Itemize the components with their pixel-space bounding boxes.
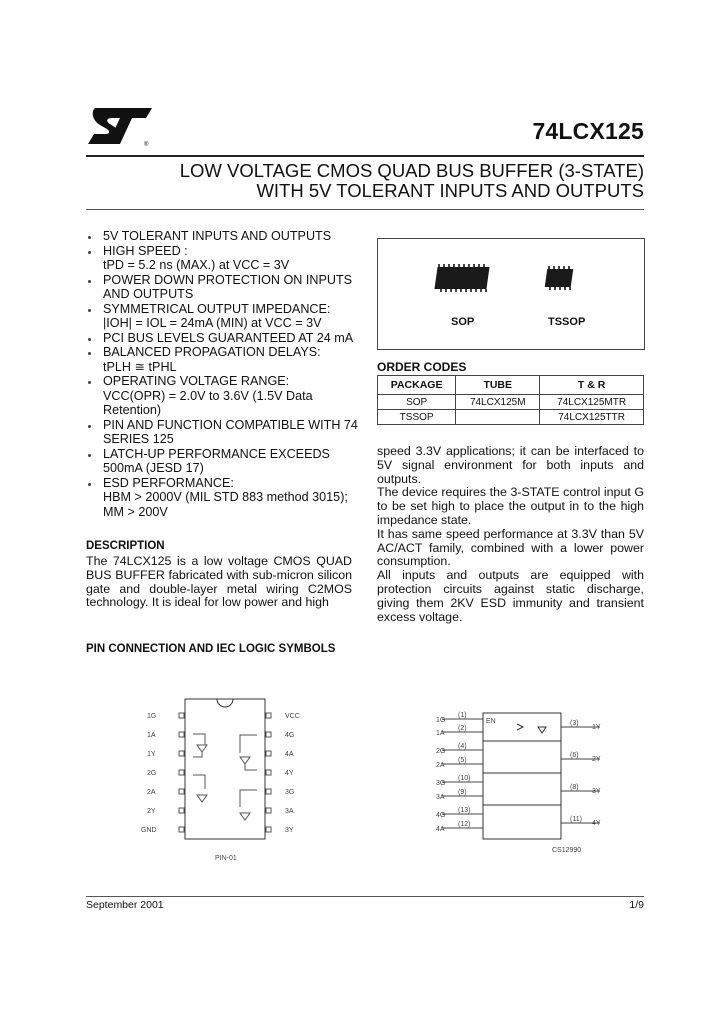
feature-item: 5V TOLERANT INPUTS AND OUTPUTS bbox=[86, 229, 361, 244]
table-header-row bbox=[378, 376, 644, 395]
svg-text:4A: 4A bbox=[436, 826, 445, 833]
svg-text:1A: 1A bbox=[147, 732, 156, 739]
svg-text:EN: EN bbox=[486, 718, 496, 725]
svg-text:(5): (5) bbox=[458, 757, 467, 764]
column-header: T & R bbox=[540, 376, 644, 395]
svg-text:(12): (12) bbox=[458, 821, 471, 828]
svg-text:3G: 3G bbox=[436, 780, 446, 787]
description-text-right: speed 3.3V applications; it can be interfaced to 5V signal environment for both inputs and outputs. The device requires the 3-STATE control input G to be set high to place the output in to the high impedance state. It has same speed performance at 3.3V than 5V AC/ACT family, combined with a lower power consumption. All inputs and outputs are equipped with protection circuits against static discharge, giving them 2KV ESD immunity and transient excess voltage. bbox=[377, 444, 644, 624]
svg-text:GND: GND bbox=[141, 827, 157, 834]
order-codes-heading: ORDER CODES bbox=[377, 360, 467, 374]
description-text-left: The 74LCX125 is a low voltage CMOS QUAD BUS BUFFER fabricated with sub-micron silicon gate and double-layer metal wiring C2MOS technology. It is ideal for low power and high bbox=[86, 554, 352, 610]
svg-text:2Y: 2Y bbox=[147, 808, 156, 815]
svg-text:®: ® bbox=[144, 142, 149, 146]
title-rule bbox=[86, 209, 644, 210]
svg-text:PIN-01: PIN-01 bbox=[215, 855, 237, 862]
svg-text:2G: 2G bbox=[436, 748, 446, 755]
title-line-1: LOW VOLTAGE CMOS QUAD BUS BUFFER (3-STATE) bbox=[179, 160, 644, 181]
svg-text:3Y: 3Y bbox=[285, 827, 294, 834]
feature-item: ESD PERFORMANCE: HBM > 2000V (MIL STD 883 method 3015); MM > 200V bbox=[86, 476, 361, 520]
feature-item: PIN AND FUNCTION COMPATIBLE WITH 74 SERIES 125 bbox=[86, 418, 361, 447]
sop-label: SOP bbox=[451, 316, 475, 328]
svg-text:4Y: 4Y bbox=[592, 820, 601, 827]
svg-text:(3): (3) bbox=[570, 720, 579, 727]
svg-text:(10): (10) bbox=[458, 775, 471, 782]
pin-section-heading: PIN CONNECTION AND IEC LOGIC SYMBOLS bbox=[86, 643, 336, 655]
svg-text:(2): (2) bbox=[458, 725, 467, 732]
footer-date: September 2001 bbox=[86, 899, 164, 911]
svg-text:2Y: 2Y bbox=[592, 756, 601, 763]
description-heading: DESCRIPTION bbox=[86, 540, 165, 552]
svg-text:4A: 4A bbox=[285, 751, 294, 758]
st-logo bbox=[86, 106, 154, 146]
feature-item: HIGH SPEED : tPD = 5.2 ns (MAX.) at VCC = 3V bbox=[86, 244, 361, 273]
feature-item: PCI BUS LEVELS GUARANTEED AT 24 mA bbox=[86, 331, 361, 346]
feature-item: SYMMETRICAL OUTPUT IMPEDANCE: |IOH| = IOL = 24mA (MIN) at VCC = 3V bbox=[86, 302, 361, 331]
table-row: SOP 74LCX125M 74LCX125MTR bbox=[378, 395, 644, 410]
svg-text:2G: 2G bbox=[147, 770, 157, 777]
svg-text:1G: 1G bbox=[436, 717, 446, 724]
part-number: 74LCX125 bbox=[532, 118, 644, 144]
svg-text:1G: 1G bbox=[147, 713, 157, 720]
svg-text:(8): (8) bbox=[570, 784, 579, 791]
svg-text:3Y: 3Y bbox=[592, 788, 601, 795]
pin-connection-diagram bbox=[135, 695, 320, 865]
order-codes-table bbox=[377, 375, 644, 425]
column-header: TUBE bbox=[456, 376, 540, 395]
svg-text:1Y: 1Y bbox=[592, 724, 601, 731]
svg-text:(1): (1) bbox=[458, 712, 467, 719]
svg-text:3A: 3A bbox=[285, 808, 294, 815]
header-rule bbox=[86, 155, 644, 157]
sop-package-image bbox=[434, 267, 489, 289]
svg-text:(6): (6) bbox=[570, 752, 579, 759]
iec-logic-symbol bbox=[430, 705, 610, 855]
svg-text:3A: 3A bbox=[436, 794, 445, 801]
feature-item: BALANCED PROPAGATION DELAYS: tPLH ≅ tPHL bbox=[86, 345, 361, 374]
feature-list bbox=[86, 229, 361, 519]
svg-text:2A: 2A bbox=[147, 789, 156, 796]
tssop-label: TSSOP bbox=[548, 316, 586, 328]
column-header: PACKAGE bbox=[378, 376, 456, 395]
svg-text:(4): (4) bbox=[458, 743, 467, 750]
svg-text:CS12990: CS12990 bbox=[552, 847, 582, 854]
svg-text:1A: 1A bbox=[436, 730, 445, 737]
feature-item: LATCH-UP PERFORMANCE EXCEEDS 500mA (JESD 17) bbox=[86, 447, 361, 476]
svg-text:VCC: VCC bbox=[285, 713, 300, 720]
svg-text:4G: 4G bbox=[285, 732, 295, 739]
tssop-package-image bbox=[545, 269, 574, 287]
page-number: 1/9 bbox=[629, 899, 644, 911]
svg-text:(11): (11) bbox=[570, 816, 582, 823]
document-title bbox=[180, 161, 644, 201]
svg-text:4G: 4G bbox=[436, 812, 446, 819]
package-images bbox=[377, 238, 645, 350]
svg-text:1Y: 1Y bbox=[147, 751, 156, 758]
title-line-2: WITH 5V TOLERANT INPUTS AND OUTPUTS bbox=[256, 180, 644, 201]
svg-text:2A: 2A bbox=[436, 762, 445, 769]
svg-text:3G: 3G bbox=[285, 789, 295, 796]
svg-text:(13): (13) bbox=[458, 807, 471, 814]
table-row: TSSOP 74LCX125TTR bbox=[378, 410, 644, 425]
svg-text:(9): (9) bbox=[458, 789, 467, 796]
footer-rule bbox=[86, 896, 644, 897]
svg-text:4Y: 4Y bbox=[285, 770, 294, 777]
feature-item: POWER DOWN PROTECTION ON INPUTS AND OUTPUTS bbox=[86, 273, 361, 302]
feature-item: OPERATING VOLTAGE RANGE: VCC(OPR) = 2.0V to 3.6V (1.5V Data Retention) bbox=[86, 374, 361, 418]
